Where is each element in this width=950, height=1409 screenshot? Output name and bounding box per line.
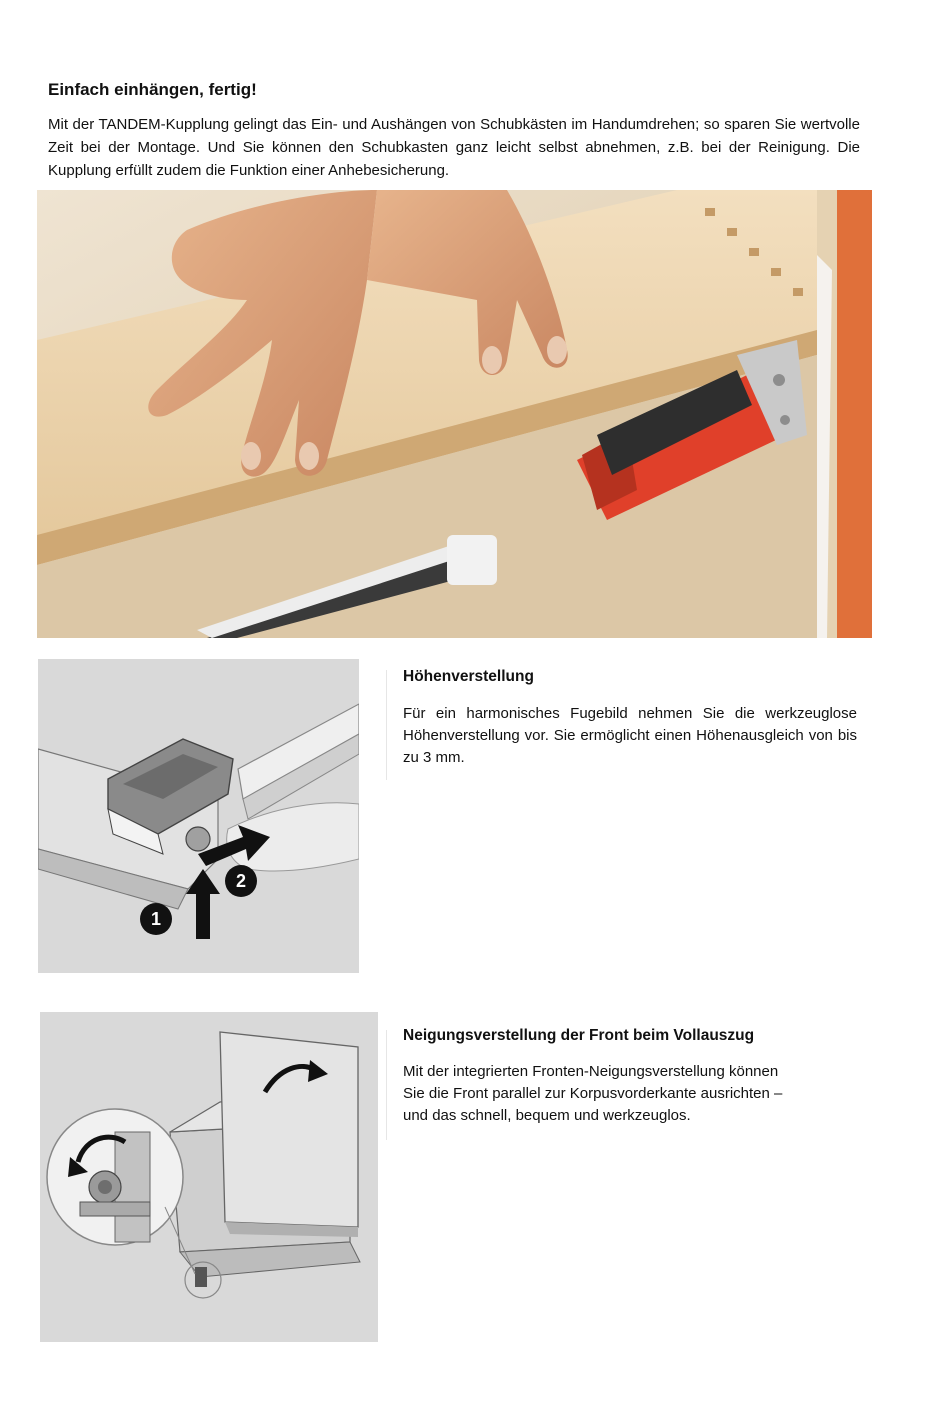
tilt-text-line: und das schnell, bequem und werkzeuglos. bbox=[403, 1107, 691, 1124]
tilt-adjustment-text bbox=[403, 1061, 858, 1127]
intro-paragraph: Mit der TANDEM-Kupplung gelingt das Ein- und Aushängen von Schubkästen im Handumdrehen; so sparen Sie wertvolle Zeit bei der Montage. Und Sie können den Schubkasten ganz leicht selbst abnehmen, z.B. bei der Reinigung. Die Kupplung erfüllt zudem die Funktion einer Anhebesicherung. bbox=[48, 116, 860, 179]
height-adjustment-title: Höhenverstellung bbox=[403, 668, 534, 685]
step-2-label: 2 bbox=[235, 871, 247, 891]
tilt-adjustment-title: Neigungsverstellung der Front beim Vollauszug bbox=[403, 1027, 755, 1044]
tilt-text-line: Mit der integrierten Fronten-Neigungsverstellung können bbox=[403, 1063, 779, 1080]
tilt-adjustment-figure bbox=[40, 1012, 378, 1342]
tilt-text-line: Sie die Front parallel zur Korpusvorderkante ausrichten – bbox=[403, 1085, 783, 1102]
step-1-label: 1 bbox=[150, 909, 162, 929]
height-adjustment-text: Für ein harmonisches Fugebild nehmen Sie die werkzeuglose Höhenverstellung vor. Sie ermöglicht einen Höhenausgleich von bis zu 3 mm. bbox=[403, 705, 857, 766]
coupling-photo bbox=[37, 190, 872, 638]
height-adjustment-figure bbox=[38, 659, 359, 973]
page-heading: Einfach einhängen, fertig! bbox=[48, 80, 257, 99]
